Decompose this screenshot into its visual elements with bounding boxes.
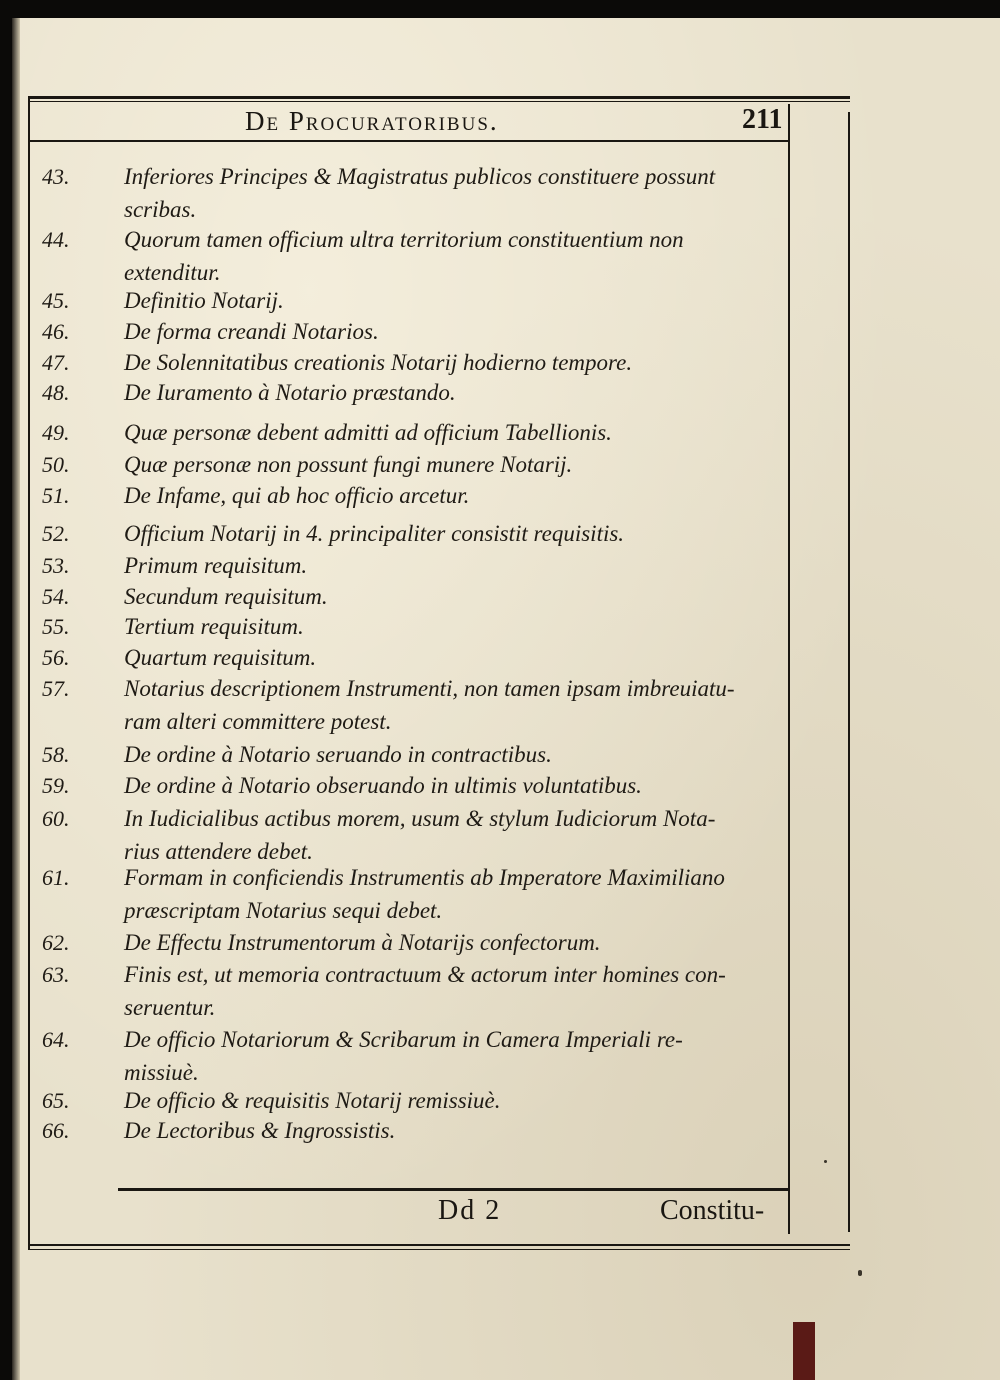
list-item xyxy=(40,346,790,379)
entry-number: 48. xyxy=(42,380,70,405)
header-second-rule xyxy=(28,101,850,102)
entry-number: 63. xyxy=(42,962,70,987)
entry-text: De officio & requisitis Notarij remissiuè. xyxy=(124,1088,501,1113)
list-item xyxy=(40,738,790,771)
list-item xyxy=(40,376,790,409)
running-head: De Procuratoribus. xyxy=(245,106,499,136)
entry-text: Definitio Notarij. xyxy=(124,288,284,313)
entry-number: 56. xyxy=(42,645,70,670)
entry-number: 62. xyxy=(42,930,70,955)
list-item xyxy=(40,517,790,550)
list-item xyxy=(40,958,790,1024)
entry-text: De Solennitatibus creationis Notarij hodierno tempore. xyxy=(124,350,633,375)
entry-number: 50. xyxy=(42,452,70,477)
entry-number: 53. xyxy=(42,553,70,578)
list-item xyxy=(40,284,790,317)
entry-text: Inferiores Principes & Magistratus publicos constituere possunt xyxy=(124,164,716,189)
entry-text-continued: extenditur. xyxy=(124,260,221,285)
entry-text: Tertium requisitum. xyxy=(124,614,304,639)
entry-number: 59. xyxy=(42,773,70,798)
list-item xyxy=(40,861,790,927)
list-item xyxy=(40,610,790,643)
entry-text: Quorum tamen officium ultra territorium constituentium non xyxy=(124,227,684,252)
list-item xyxy=(40,769,790,802)
ink-speck xyxy=(858,1270,862,1276)
entry-text-continued: seruentur. xyxy=(124,995,216,1020)
header-top-rule xyxy=(28,96,850,99)
entry-number: 60. xyxy=(42,806,70,831)
list-item xyxy=(40,1023,790,1089)
entry-text: De Iuramento à Notario præstando. xyxy=(124,380,456,405)
entry-number: 55. xyxy=(42,614,70,639)
entry-number: 58. xyxy=(42,742,70,767)
entry-number: 57. xyxy=(42,676,70,701)
ink-speck xyxy=(824,1160,827,1163)
entry-text: Primum requisitum. xyxy=(124,553,308,578)
entry-text-continued: ram alteri committere potest. xyxy=(124,709,392,734)
list-item xyxy=(40,315,790,348)
left-border-rule xyxy=(28,96,30,1249)
entry-text: De ordine à Notario seruando in contractibus. xyxy=(124,742,552,767)
bottom-rule xyxy=(28,1244,850,1246)
entry-text: De Infame, qui ab hoc officio arcetur. xyxy=(124,483,470,508)
list-item xyxy=(40,549,790,582)
list-item xyxy=(40,416,790,449)
entry-number: 44. xyxy=(42,227,70,252)
entry-number: 45. xyxy=(42,288,70,313)
list-item xyxy=(40,672,790,738)
footer-rule xyxy=(118,1188,790,1191)
list-item xyxy=(40,580,790,613)
list-item xyxy=(40,479,790,512)
signature-mark: Dd 2 xyxy=(438,1195,502,1226)
list-item xyxy=(40,223,790,289)
entry-text: De Lectoribus & Ingrossistis. xyxy=(124,1118,396,1143)
entry-text: De Effectu Instrumentorum à Notarijs confectorum. xyxy=(124,930,601,955)
list-item xyxy=(40,802,790,868)
entry-number: 66. xyxy=(42,1118,70,1143)
entry-number: 65. xyxy=(42,1088,70,1113)
entry-text: Secundum requisitum. xyxy=(124,584,328,609)
entry-text-continued: scribas. xyxy=(124,197,197,222)
entry-number: 49. xyxy=(42,420,70,445)
entry-text-continued: rius attendere debet. xyxy=(124,839,313,864)
entry-text: Quartum requisitum. xyxy=(124,645,317,670)
entry-number: 46. xyxy=(42,319,70,344)
list-item xyxy=(40,1084,790,1117)
entry-text: De ordine à Notario obseruando in ultimis voluntatibus. xyxy=(124,773,642,798)
header-bottom-rule xyxy=(28,140,790,142)
list-item xyxy=(40,926,790,959)
entry-text: Finis est, ut memoria contractuum & actorum inter homines con- xyxy=(124,962,726,987)
catchword: Constitu- xyxy=(660,1195,765,1226)
entry-number: 61. xyxy=(42,865,70,890)
entry-text: Quæ personæ debent admitti ad officium Tabellionis. xyxy=(124,420,612,445)
right-outer-rule xyxy=(848,112,850,1232)
ribbon-bookmark xyxy=(793,1322,815,1380)
list-item xyxy=(40,641,790,674)
page-number: 211 xyxy=(742,104,783,135)
entry-text-continued: missiuè. xyxy=(124,1060,199,1085)
entry-text-continued: præscriptam Notarius sequi debet. xyxy=(124,898,443,923)
entry-text: In Iudicialibus actibus morem, usum & stylum Iudiciorum Nota- xyxy=(124,806,716,831)
list-item xyxy=(40,160,790,226)
list-item xyxy=(40,1114,790,1147)
entry-text: De forma creandi Notarios. xyxy=(124,319,379,344)
entry-text: Notarius descriptionem Instrumenti, non tamen ipsam imbreuiatu- xyxy=(124,676,735,701)
entry-number: 51. xyxy=(42,483,70,508)
page-gutter xyxy=(12,18,20,1380)
entry-text: De officio Notariorum & Scribarum in Camera Imperiali re- xyxy=(124,1027,683,1052)
entry-number: 52. xyxy=(42,521,70,546)
list-item xyxy=(40,448,790,481)
entry-number: 64. xyxy=(42,1027,70,1052)
entry-number: 54. xyxy=(42,584,70,609)
entry-number: 47. xyxy=(42,350,70,375)
bottom-rule-thin xyxy=(28,1249,850,1250)
entry-text: Officium Notarij in 4. principaliter consistit requisitis. xyxy=(124,521,625,546)
entry-text: Formam in conficiendis Instrumentis ab Imperatore Maximiliano xyxy=(124,865,725,890)
entry-text: Quæ personæ non possunt fungi munere Notarij. xyxy=(124,452,573,477)
entry-number: 43. xyxy=(42,164,70,189)
